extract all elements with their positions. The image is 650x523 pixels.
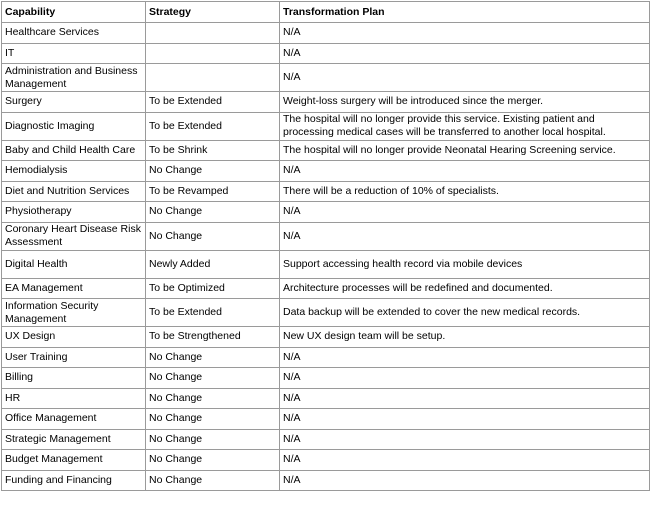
cell-transformation-plan: N/A: [280, 161, 650, 182]
cell-transformation-plan: N/A: [280, 43, 650, 64]
cell-capability: Billing: [2, 368, 146, 389]
cell-transformation-plan: N/A: [280, 470, 650, 491]
cell-transformation-plan: N/A: [280, 222, 650, 250]
cell-capability: User Training: [2, 347, 146, 368]
header-transformation-plan: Transformation Plan: [280, 2, 650, 23]
cell-strategy: No Change: [146, 409, 280, 430]
cell-capability: Healthcare Services: [2, 23, 146, 44]
cell-capability: IT: [2, 43, 146, 64]
cell-strategy: No Change: [146, 347, 280, 368]
cell-capability: Physiotherapy: [2, 202, 146, 223]
cell-strategy: No Change: [146, 202, 280, 223]
table-row: [2, 450, 650, 471]
cell-transformation-plan: N/A: [280, 388, 650, 409]
cell-capability: Budget Management: [2, 450, 146, 471]
table-row: [2, 140, 650, 161]
cell-capability: Office Management: [2, 409, 146, 430]
cell-strategy: [146, 23, 280, 44]
cell-transformation-plan: Weight-loss surgery will be introduced since the merger.: [280, 92, 650, 113]
table-header: [2, 2, 650, 23]
cell-capability: Baby and Child Health Care: [2, 140, 146, 161]
table-row: [2, 181, 650, 202]
cell-transformation-plan: Architecture processes will be redefined and documented.: [280, 278, 650, 299]
table-row: [2, 429, 650, 450]
cell-strategy: No Change: [146, 429, 280, 450]
table-row: [2, 327, 650, 348]
cell-strategy: To be Strengthened: [146, 327, 280, 348]
cell-transformation-plan: N/A: [280, 450, 650, 471]
table-row: [2, 23, 650, 44]
cell-strategy: No Change: [146, 470, 280, 491]
cell-capability: Surgery: [2, 92, 146, 113]
cell-transformation-plan: New UX design team will be setup.: [280, 327, 650, 348]
cell-strategy: [146, 43, 280, 64]
table-row: [2, 112, 650, 140]
cell-strategy: To be Shrink: [146, 140, 280, 161]
cell-strategy: Newly Added: [146, 250, 280, 278]
cell-transformation-plan: N/A: [280, 23, 650, 44]
cell-capability: HR: [2, 388, 146, 409]
table-row: [2, 161, 650, 182]
table-row: [2, 470, 650, 491]
cell-transformation-plan: N/A: [280, 64, 650, 92]
cell-strategy: To be Revamped: [146, 181, 280, 202]
cell-strategy: To be Extended: [146, 112, 280, 140]
cell-capability: EA Management: [2, 278, 146, 299]
table-row: [2, 278, 650, 299]
cell-strategy: To be Extended: [146, 92, 280, 113]
cell-strategy: No Change: [146, 161, 280, 182]
cell-transformation-plan: N/A: [280, 368, 650, 389]
cell-capability: Diagnostic Imaging: [2, 112, 146, 140]
header-row: [2, 2, 650, 23]
cell-strategy: No Change: [146, 450, 280, 471]
table-row: [2, 409, 650, 430]
table-row: [2, 222, 650, 250]
cell-capability: Administration and Business Management: [2, 64, 146, 92]
table-row: [2, 250, 650, 278]
table-row: [2, 347, 650, 368]
cell-transformation-plan: N/A: [280, 429, 650, 450]
table-row: [2, 388, 650, 409]
cell-capability: Coronary Heart Disease Risk Assessment: [2, 222, 146, 250]
header-capability: Capability: [2, 2, 146, 23]
cell-capability: Diet and Nutrition Services: [2, 181, 146, 202]
cell-capability: UX Design: [2, 327, 146, 348]
table-body: [2, 23, 650, 491]
table-row: [2, 64, 650, 92]
cell-transformation-plan: N/A: [280, 202, 650, 223]
cell-strategy: [146, 64, 280, 92]
cell-transformation-plan: The hospital will no longer provide this service. Existing patient and processing medical cases will be transferred to another local hospital.: [280, 112, 650, 140]
cell-transformation-plan: There will be a reduction of 10% of specialists.: [280, 181, 650, 202]
header-strategy: Strategy: [146, 2, 280, 23]
cell-strategy: To be Extended: [146, 299, 280, 327]
cell-capability: Digital Health: [2, 250, 146, 278]
cell-transformation-plan: N/A: [280, 347, 650, 368]
cell-capability: Information Security Management: [2, 299, 146, 327]
cell-strategy: No Change: [146, 222, 280, 250]
cell-capability: Strategic Management: [2, 429, 146, 450]
table-row: [2, 299, 650, 327]
table-row: [2, 202, 650, 223]
table-row: [2, 368, 650, 389]
cell-strategy: To be Optimized: [146, 278, 280, 299]
cell-transformation-plan: The hospital will no longer provide Neonatal Hearing Screening service.: [280, 140, 650, 161]
cell-transformation-plan: Data backup will be extended to cover the new medical records.: [280, 299, 650, 327]
cell-capability: Hemodialysis: [2, 161, 146, 182]
capability-table: [1, 1, 650, 491]
table-row: [2, 43, 650, 64]
table-row: [2, 92, 650, 113]
cell-strategy: No Change: [146, 388, 280, 409]
cell-strategy: No Change: [146, 368, 280, 389]
cell-transformation-plan: N/A: [280, 409, 650, 430]
cell-capability: Funding and Financing: [2, 470, 146, 491]
cell-transformation-plan: Support accessing health record via mobile devices: [280, 250, 650, 278]
